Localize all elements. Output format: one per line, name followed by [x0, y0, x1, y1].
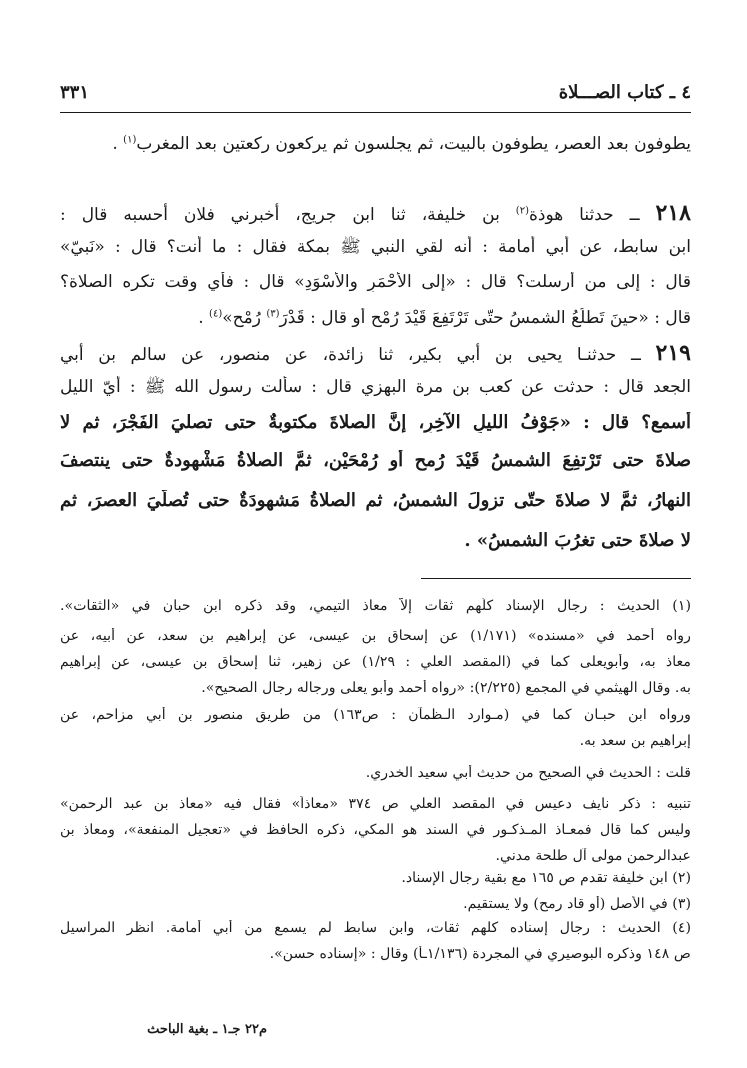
header-rule [60, 112, 691, 113]
hadith-219-line1: ٢١٩ ــ حدثنـا يحيى بن أبي بكير، ثنا زائدة، عن منصور، عن سالم بن أبي [60, 340, 691, 366]
page-number: ٣٣١ [60, 82, 90, 103]
hadith-218-line1: ٢١٨ ــ حدثنا هوذة$^{(٢)}$ بن خليفة، ثنا ابن جريج، أخبرني فلان أحسبه قال : [60, 200, 691, 226]
footnote-2: (٢) ابن خليفة تقدم ص ١٦٥ مع بقية رجال الإسناد. [401, 870, 691, 886]
hadith-219-line6: لا صلاةَ حتى تغرُبَ الشمسُ» . [464, 530, 691, 551]
page-header [60, 82, 691, 106]
hadith-219-line4: صلاةَ حتى تَرْتفِعَ الشمسُ قَيْدَ رُمحٍ أو رُمْحَيْنِ، ثمَّ الصلاةُ مَشْهودةٌ حتى ينتصفَ [60, 450, 691, 471]
footnote-rule [421, 578, 691, 579]
footnote-1-line4: به. وقال الهيثمي في المجمع (٢/٢٢٥): «رواه أحمد وأبو يعلى ورجاله رجال الصحيح». [201, 680, 691, 696]
hadith-219-line5: النهارُ، ثمَّ لا صلاةَ حتّى تزولَ الشمسُ، ثم الصلاةُ مَشهودَةٌ حتى تُصلّيَ العصرَ، ثم [60, 490, 691, 511]
hadith-number: ٢١٩ [655, 340, 691, 366]
footnote-1-line9: وليس كما قال فمعـاذ المـذكـور في السند هو المكي، ذكره الحافظ في «تعجيل المنفعة»، ومعاذ بن [60, 822, 691, 838]
chapter-title: ٤ ـ كتاب الصـــلاة [558, 82, 691, 103]
footnote-1-line10: عبدالرحمن مولى آل طلحة مدني. [495, 848, 691, 864]
footnote-1-line5: ورواه ابن حبـان كما في (مـوارد الـظمآن : ص١٦٣) من طريق منصور بن أبي مزاحم، عن [60, 707, 691, 723]
hadith-218-line4: قال : «حينَ تَطلُعُ الشمسُ حتّى تَرْتَفِعَ قَيْدَ رُمْحٍ أو قال : قَدْرَ$^{(٣)}$ رُمْحٍ»$^{(٤)}$ . [198, 308, 691, 328]
footnote-4-line1: (٤) الحديث : رجال إسناده كلهم ثقات، وابن سابط لم يسمع من أبي أمامة. انظر المراسيل [60, 920, 691, 936]
footnote-1-line2: رواه أحمد في «مسنده» (١/١٧١) عن إسحاق بن عيسى، عن إبراهيم بن سعد، عن أبيه، عن [60, 628, 691, 644]
hadith-218-line3: قال : إلى من أرسلت؟ قال : «إلى الأحْمَرِ والأسْوَدِ» قال : فأي وقت تكره الصلاة؟ [60, 272, 691, 292]
footnote-4-line2: ص ١٤٨ وذكره البوصيري في المجردة (١/١٣٦ـأ) وقال : «إسناده حسن». [269, 946, 691, 962]
footnote-1-line6: إبراهيم بن سعد به. [579, 733, 691, 749]
footnote-1-line8: تنبيه : ذكر نايف دعيس في المقصد العلي ص ٣٧٤ «معاذاً» فقال فيه «معاذ بن عبد الرحمن» [60, 796, 691, 812]
hadith-number: ٢١٨ [655, 200, 691, 226]
hadith-219-line2: الجعد قال : حدثت عن كعب بن مرة البهزي قال : سألت رسول الله ﷺ : أيّ الليل [60, 377, 691, 397]
footnote-3: (٣) في الأصل (أو قاد رمح) ولا يستقيم. [463, 896, 691, 912]
hadith-219-line3: أسمع؟ قال : «جَوْفُ الليلِ الآخِرِ، إنَّ الصلاةَ مكتوبةٌ حتى تصليَ الفَجْرَ، ثم لا [60, 412, 691, 433]
footnote-1-line7: قلت : الحديث في الصحيح من حديث أبي سعيد الخدري. [365, 765, 691, 781]
signature-mark: م٢٢ جـ١ ـ بغية الباحث [147, 1022, 267, 1037]
footnote-1-line1: (١) الحديث : رجال الإسناد كلّهم ثقات إلاّ معاذ التيمي، وقد ذكره ابن حبان في «الثقات». [60, 598, 691, 614]
hadith-216-end: يطوفون بعد العصر، يطوفون بالبيت، ثم يجلسون ثم يركعون ركعتين بعد المغرب$^{(١)}$ . [112, 134, 691, 154]
footnote-1-line3: معاذ به، وأبويعلى كما في (المقصد العلي : ١/٢٩) عن زهير، ثنا إسحاق بن عيسى، عن إبراهيم [60, 654, 691, 670]
hadith-218-line2: ابن سابط، عن أبي أمامة : أنه لقي النبي ﷺ بمكة فقال : ما أنت؟ قال : «نَبيّ» [60, 237, 691, 257]
